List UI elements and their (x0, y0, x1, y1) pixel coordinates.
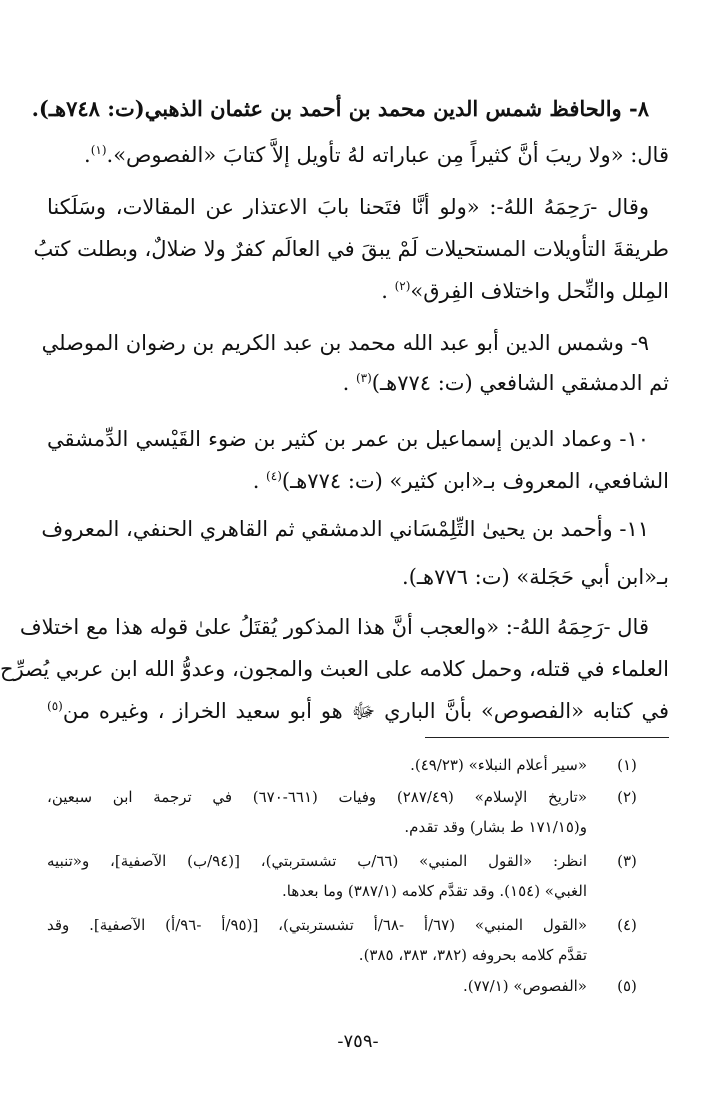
paragraph-11-line-1 (41, 514, 649, 544)
paragraph-10-line-1 (47, 424, 649, 454)
footnote-ref-1: (١) (90, 143, 107, 157)
quote-dhahabi-line-2 (33, 234, 669, 264)
quote-dhahabi-line-1 (47, 192, 649, 222)
paragraph-11-line-2 (47, 562, 669, 592)
footnote-3-number: (٣) (617, 852, 637, 870)
line-text: المِلل والنِّحل واختلاف الفِرق» (410, 279, 669, 303)
line-text: ٩- وشمس الدين أبو عبد الله محمد بن عبد الكريم بن رضوان الموصلي (41, 331, 649, 355)
footnote-ref-5: (٥) (47, 699, 63, 713)
line-text: ١١- وأحمد بن يحيىٰ التِّلِمْسَاني الدمشقي ثم القاهري الحنفي، المعروف (41, 517, 649, 541)
footnote-divider (425, 737, 669, 738)
line-text: العلماء في قتله، وحمل كلامه على العبث والمجون، وعدوُّ الله ابن عربي يُصرِّح (0, 657, 669, 681)
line-text: ١٠- وعماد الدين إسماعيل بن عمر بن كثير بن ضوء القَيْسي الدِّمشقي (47, 427, 649, 451)
quote-ibn-abi-hajala-line-2 (0, 654, 669, 684)
footnote-5-line-1: «الفصوص» (٧٧/١). (462, 977, 587, 995)
footnote-2-line-2: و(١٧١/١٥ ط بشار) وقد تقدم. (404, 818, 587, 836)
line-text: ٨- والحافظ شمس الدين محمد بن أحمد بن عثمان الذهبي(ت: ٧٤٨هـ). (31, 96, 649, 121)
footnote-1-line-1: «سير أعلام النبلاء» (٤٩/٢٣). (410, 756, 587, 774)
paragraph-8-line-1 (31, 94, 649, 124)
footnote-2-number: (٢) (617, 788, 637, 806)
footnote-ref-3: (٣) (355, 371, 372, 385)
footnote-4-number: (٤) (617, 916, 637, 934)
footnote-4-line-1: «القول المنبي» (٦٧/أ -٦٨/أ تشستربتي)، [(٩٥/أ -٩٦/أ) الآصفية]. وقد (47, 916, 588, 934)
quote-dhahabi-line-3: المِلل والنِّحل واختلاف الفِرق»$^{(٢)}$ . (381, 279, 669, 303)
line-text: في كتابه «الفصوص» بأنَّ الباري ﷻ هو أبو سعيد الخراز ، وغيره من (62, 699, 669, 723)
footnote-ref-2: (٢) (394, 279, 411, 293)
paragraph-10-line-2: الشافعي، المعروف بـ«ابن كثير» (ت: ٧٧٤هـ)$^{(٤)}$ . (252, 469, 669, 493)
footnote-3-line-2: الغبي» (١٥٤). وقد تقدَّم كلامه (٣٨٧/١) وما بعدها. (282, 882, 587, 900)
footnote-3-line-1: انظر: «القول المنبي» (٦٦/ب تشستربتي)، [(٩٤/ب) الآصفية]، و«تنبيه (47, 852, 587, 870)
paragraph-9-line-1 (41, 328, 649, 358)
line-text: ثم الدمشقي الشافعي (ت: ٧٧٤هـ) (371, 371, 669, 395)
line-text: قال: «ولا ريبَ أنَّ كثيراً مِن عباراته لهُ تأويل إلاَّ كتابَ «الفصوص». (106, 143, 669, 167)
line-text: طريقةَ التأويلات المستحيلات لَمْ يبقَ في العالَم كفرٌ ولا ضلالٌ، وبطلت كتبُ (33, 237, 669, 261)
paragraph-9-line-2: ثم الدمشقي الشافعي (ت: ٧٧٤هـ)$^{(٣)}$ . (342, 371, 669, 395)
footnote-1-number: (١) (617, 756, 637, 774)
quote-ibn-abi-hajala-line-3 (47, 696, 669, 726)
paragraph-8-line-2: قال: «ولا ريبَ أنَّ كثيراً مِن عباراته لهُ تأويل إلاَّ كتابَ «الفصوص».$^{(١)}$. (84, 143, 669, 167)
line-text: الشافعي، المعروف بـ«ابن كثير» (ت: ٧٧٤هـ) (281, 469, 669, 493)
quote-ibn-abi-hajala-line-1 (19, 612, 649, 642)
footnote-5-number: (٥) (617, 977, 637, 995)
line-text: بـ«ابن أبي حَجَلة» (ت: ٧٧٦هـ). (402, 565, 669, 589)
line-text: قال -رَحِمَهُ اللهُ-: «والعجب أنَّ هذا المذكور يُقتَلُ علىٰ قوله هذا مع اختلاف (19, 615, 649, 639)
line-text: وقال -رَحِمَهُ اللهُ-: «ولو أنَّا فتَحنا بابَ الاعتذار عن المقالات، وسَلَكنا (47, 195, 649, 219)
page-number: -٧٥٩- (337, 1031, 379, 1052)
footnote-ref-4: (٤) (266, 469, 282, 483)
footnote-4-line-2: تقدَّم كلامه بحروفه (٣٨٢، ٣٨٣، ٣٨٥). (358, 946, 587, 964)
footnote-2-line-1: «تاريخ الإسلام» (٢٨٧/٤٩) وفيات (٦٦١-٦٧٠) في ترجمة ابن سبعين، (47, 788, 587, 806)
